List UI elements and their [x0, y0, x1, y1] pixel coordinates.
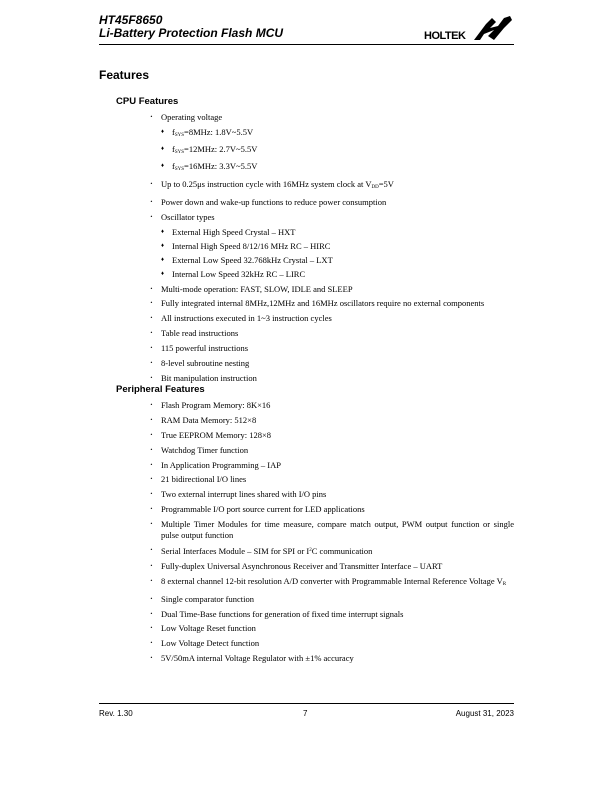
- list-item: · Power down and wake-up functions to reduce power consumption: [150, 197, 514, 208]
- list-item: · 8-level subroutine nesting: [150, 358, 514, 369]
- holtek-logo: [424, 14, 514, 42]
- page-number: 7: [303, 709, 308, 718]
- header: [99, 14, 283, 40]
- list-item: · Bit manipulation instruction: [150, 373, 514, 384]
- list-subitem: ♦ External High Speed Crystal – HXT: [150, 227, 514, 238]
- list-item: · 8 external channel 12-bit resolution A/D converter with Programmable Internal Reference Voltage $V_R$: [150, 576, 514, 590]
- list-item: · All instructions executed in 1~3 instruction cycles: [150, 313, 514, 324]
- list-item: · Up to 0.25μs instruction cycle with 16MHz system clock at $V_{DD}=5V$: [150, 179, 514, 193]
- list-subitem: ♦ Internal High Speed 8/12/16 MHz RC – HIRC: [150, 241, 514, 252]
- list-item: · 115 powerful instructions: [150, 343, 514, 354]
- date: August 31, 2023: [455, 709, 514, 718]
- peripheral-heading: Peripheral Features: [116, 384, 205, 395]
- doc-title: Li-Battery Protection Flash MCU: [99, 26, 284, 40]
- list-item: · Low Voltage Reset function: [150, 623, 514, 634]
- list-item: · Operating voltage: [150, 112, 514, 123]
- list-item: · Oscillator types: [150, 212, 514, 223]
- list-item: · Programmable I/O port source current for LED applications: [150, 504, 514, 515]
- list-item: · Table read instructions: [150, 328, 514, 339]
- list-item: · RAM Data Memory: 512×8: [150, 415, 514, 426]
- list-item: · Serial Interfaces Module – SIM for SPI or $I^2C$ communication: [150, 545, 514, 557]
- header-rule: [99, 44, 514, 45]
- list-item: · 5V/50mA internal Voltage Regulator with ±1% accuracy: [150, 653, 514, 664]
- list-subitem: ♦ Internal Low Speed 32kHz RC – LIRC: [150, 269, 514, 280]
- list-subitem: ♦ External Low Speed 32.768kHz Crystal – LXT: [150, 255, 514, 266]
- list-item: · Low Voltage Detect function: [150, 638, 514, 649]
- list-subitem: ♦ $f_{SYS}=16MHz$: 3.3V~5.5V: [150, 161, 514, 175]
- list-item: · Two external interrupt lines shared with I/O pins: [150, 489, 514, 500]
- footer-rule: [99, 703, 514, 704]
- list-item: · True EEPROM Memory: 128×8: [150, 430, 514, 441]
- svg-text:HOLTEK: HOLTEK: [424, 30, 466, 42]
- list-item: · Fully integrated internal 8MHz,12MHz and 16MHz oscillators require no external components: [150, 298, 514, 309]
- list-item: · Dual Time-Base functions for generation of fixed time interrupt signals: [150, 609, 514, 620]
- list-item: · Flash Program Memory: 8K×16: [150, 400, 514, 411]
- list-item: · 21 bidirectional I/O lines: [150, 474, 514, 485]
- part-number: HT45F8650: [99, 13, 163, 27]
- list-subitem: ♦ $f_{SYS}=12MHz$: 2.7V~5.5V: [150, 144, 514, 158]
- section-title: Features: [99, 68, 150, 82]
- revision: Rev. 1.30: [99, 709, 133, 718]
- list-item: · Multiple Timer Modules for time measure, compare match output, PWM output function or single pulse output function: [150, 519, 514, 541]
- list-item: · In Application Programming – IAP: [150, 460, 514, 471]
- list-item: · Multi-mode operation: FAST, SLOW, IDLE and SLEEP: [150, 284, 514, 295]
- list-subitem: ♦ $f_{SYS}=8MHz$: 1.8V~5.5V: [150, 127, 514, 141]
- list-item: · Fully-duplex Universal Asynchronous Receiver and Transmitter Interface – UART: [150, 561, 514, 572]
- cpu-heading: CPU Features: [116, 96, 179, 107]
- peripheral-feature-list: [150, 400, 514, 668]
- list-item: · Single comparator function: [150, 594, 514, 605]
- cpu-feature-list: [150, 112, 514, 388]
- list-item: · Watchdog Timer function: [150, 445, 514, 456]
